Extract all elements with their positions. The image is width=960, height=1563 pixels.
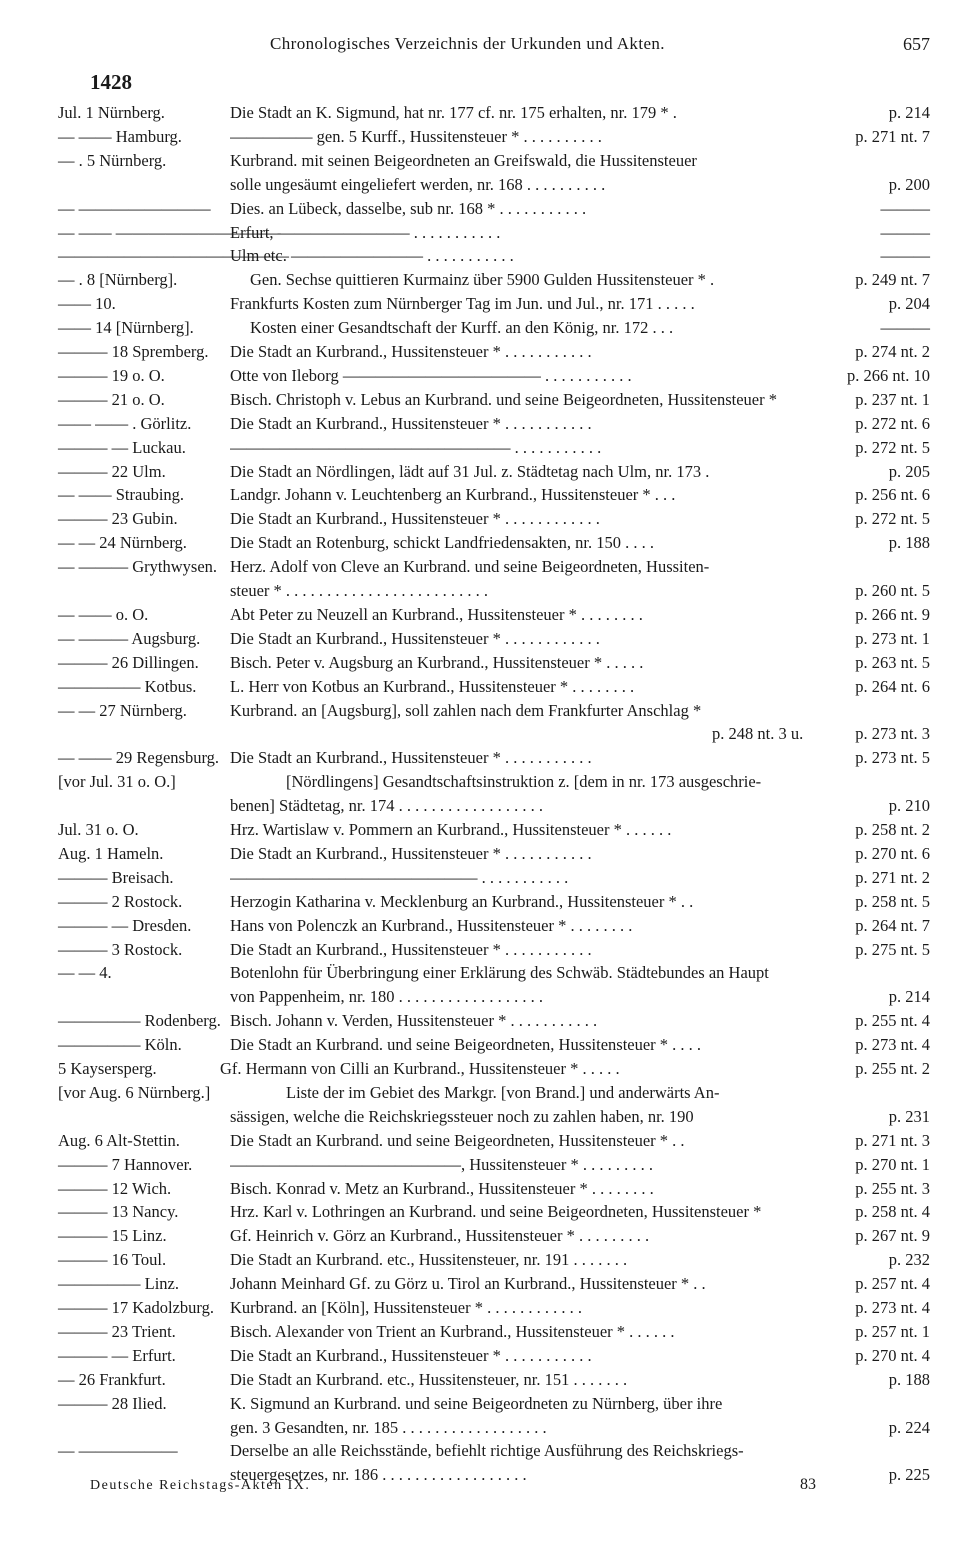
entry-text: steuergesetzes, nr. 186 . . . . . . . . . . . . . . . . . . — [230, 1465, 527, 1485]
entry-page-ref: p. 255 nt. 3 — [855, 1178, 930, 1198]
entry-text: Hrz. Karl v. Lothringen an Kurbrand. und seine Beigeordneten, Hussitensteuer * — [230, 1202, 762, 1222]
entry-text: Die Stadt an Kurbrand., Hussitensteuer * . . . . . . . . . . . . — [230, 628, 600, 648]
entry-line — [0, 555, 960, 578]
entry-date: ——— 23 Gubin. — [58, 509, 178, 529]
entry-text: Die Stadt an Rotenburg, schickt Landfriedensakten, nr. 150 . . . . — [230, 533, 655, 553]
entry-date: — — 4. — [58, 963, 112, 983]
entry-text: gen. 3 Gesandten, nr. 185 . . . . . . . . . . . . . . . . . . — [230, 1417, 547, 1437]
entry-text: K. Sigmund an Kurbrand. und seine Beigeordneten zu Nürnberg, über ihre — [230, 1393, 723, 1413]
entry-date: — . 8 [Nürnberg]. — [58, 270, 178, 290]
entry-line — [0, 436, 960, 459]
entry-date: ————— Rodenberg. — [58, 1011, 221, 1031]
running-title: Chronologisches Verzeichnis der Urkunden und Akten. — [270, 34, 665, 53]
entry-date: ——— 2 Rostock. — [58, 891, 183, 911]
entry-date: ————— Köln. — [58, 1035, 182, 1055]
entry-date: ——— 21 o. O. — [58, 389, 165, 409]
entry-date: —— 14 [Nürnberg]. — [58, 318, 194, 338]
entry-date: Jul. 31 o. O. — [58, 820, 139, 839]
entry-line — [0, 1344, 960, 1367]
entry-page-ref: ——— — [880, 222, 930, 242]
entry-text: p. 248 nt. 3 u. — [712, 724, 804, 744]
entry-page-ref: p. 257 nt. 4 — [855, 1274, 930, 1294]
page-number: 657 — [903, 34, 930, 54]
entry-line — [0, 1081, 960, 1104]
entry-date: — —— 29 Regensburg. — [58, 748, 220, 768]
entry-text: Johann Meinhard Gf. zu Görz u. Tirol an Kurbrand., Hussitensteuer * . . — [230, 1274, 706, 1294]
entry-page-ref: p. 273 nt. 1 — [855, 628, 930, 648]
entry-date: ——— 23 Trient. — [58, 1321, 176, 1341]
entry-line — [0, 699, 960, 722]
entry-date: ——— — Dresden. — [58, 915, 192, 935]
entry-page-ref: p. 264 nt. 6 — [855, 676, 930, 696]
entry-text: Bisch. Christoph v. Lebus an Kurbrand. und seine Beigeordneten, Hussitensteuer * — [230, 389, 777, 409]
entry-line — [0, 1296, 960, 1319]
entry-text: Kurbrand. an [Köln], Hussitensteuer * . . . . . . . . . . . . — [230, 1298, 582, 1317]
entry-line — [0, 340, 960, 363]
entry-text: Die Stadt an Kurbrand. und seine Beigeordneten, Hussitensteuer * . . . . — [230, 1035, 702, 1055]
entry-text: Landgr. Johann v. Leuchtenberg an Kurbrand., Hussitensteuer * . . . — [230, 485, 676, 505]
entry-text: Die Stadt an Kurbrand., Hussitensteuer * . . . . . . . . . . . — [230, 1345, 592, 1365]
entry-page-ref: ——— — [880, 318, 930, 338]
entry-line — [0, 388, 960, 411]
entry-date: —— —— . Görlitz. — [58, 413, 192, 433]
entry-page-ref: p. 255 nt. 4 — [855, 1011, 930, 1031]
entry-text: Die Stadt an Kurbrand., Hussitensteuer * . . . . . . . . . . . — [230, 342, 592, 361]
entry-text: Liste der im Gebiet des Markgr. [von Brand.] und anderwärts An- — [286, 1082, 720, 1102]
entry-page-ref: p. 271 nt. 7 — [855, 126, 930, 146]
page-footer — [0, 1476, 960, 1498]
entry-line — [0, 1153, 960, 1176]
entry-page-ref: p. 257 nt. 1 — [855, 1321, 930, 1341]
entry-line — [0, 579, 960, 602]
entry-page-ref: p. 271 nt. 3 — [855, 1130, 930, 1150]
entry-line — [0, 412, 960, 435]
entry-page-ref: p. 263 nt. 5 — [855, 652, 930, 672]
entry-line — [0, 627, 960, 650]
entry-line — [0, 460, 960, 483]
entry-date: ——— 13 Nancy. — [58, 1202, 179, 1222]
entry-page-ref: p. 205 — [888, 461, 930, 481]
entry-date: — — 24 Nürnberg. — [58, 533, 187, 553]
entry-line — [0, 961, 960, 984]
entry-page-ref: p. 272 nt. 6 — [855, 413, 930, 433]
entry-text: ————————————————— . . . . . . . . . . . — [230, 437, 602, 457]
entry-date: — . 5 Nürnberg. — [58, 150, 167, 170]
entry-date: ——— 19 o. O. — [58, 365, 165, 385]
entry-date: ——— 15 Linz. — [58, 1226, 167, 1246]
entry-date: — ———————— — [58, 198, 211, 218]
entry-line — [0, 197, 960, 220]
entry-page-ref: p. 273 nt. 4 — [855, 1035, 930, 1055]
entry-text: Die Stadt an Kurbrand. etc., Hussitensteuer, nr. 151 . . . . . . . — [230, 1369, 628, 1389]
entry-text: Die Stadt an Kurbrand., Hussitensteuer * . . . . . . . . . . . . — [230, 509, 600, 529]
entry-text: benen] Städtetag, nr. 174 . . . . . . . . . . . . . . . . . . — [230, 796, 544, 816]
entry-date: ————— Linz. — [58, 1274, 179, 1294]
entry-line — [0, 746, 960, 769]
entry-page-ref: p. 267 nt. 9 — [855, 1226, 930, 1246]
entry-line — [0, 268, 960, 291]
entry-date: [vor Aug. 6 Nürnberg.] — [58, 1082, 211, 1102]
entry-line — [0, 364, 960, 387]
entry-line — [0, 794, 960, 817]
entry-date: ——— 16 Toul. — [58, 1250, 167, 1270]
entry-page-ref: p. 258 nt. 2 — [855, 820, 930, 839]
entry-text: Derselbe an alle Reichsstände, befiehlt richtige Ausführung des Reichskriegs- — [230, 1441, 744, 1461]
entry-page-ref: p. 271 nt. 2 — [855, 867, 930, 887]
entry-text: Gen. Sechse quittieren Kurmainz über 5900 Gulden Hussitensteuer * . — [250, 270, 715, 290]
entry-text: ————— gen. 5 Kurff., Hussitensteuer * . . . . . . . . . . — [230, 126, 602, 146]
entry-line — [0, 1416, 960, 1439]
entry-line — [0, 818, 960, 841]
entry-page-ref: p. 266 nt. 9 — [855, 604, 930, 624]
entry-date: — ——— Grythwysen. — [58, 557, 218, 577]
entry-date: ——— — Luckau. — [58, 437, 186, 457]
entry-line — [0, 1009, 960, 1032]
entry-page-ref: p. 200 — [888, 174, 930, 194]
entry-page-ref: ——— — [880, 246, 930, 266]
entry-date: — —— —————————— — [58, 222, 281, 242]
entry-text: sässigen, welche die Reichskriegssteuer noch zu zahlen haben, nr. 190 — [230, 1106, 694, 1126]
entry-text: Abt Peter zu Neuzell an Kurbrand., Hussitensteuer * . . . . . . . . — [230, 604, 643, 624]
entry-date: — ——— Augsburg. — [58, 628, 201, 648]
entry-text: Ulm etc. ———————— . . . . . . . . . . . — [230, 246, 514, 266]
footer-sheet-number: 83 — [800, 1476, 816, 1493]
entry-date: 5 Kaysersperg. — [58, 1059, 157, 1078]
entry-text: ——————————————— . . . . . . . . . . . — [230, 867, 569, 887]
entry-date: ——— 17 Kadolzburg. — [58, 1298, 214, 1317]
entry-text: Frankfurts Kosten zum Nürnberger Tag im Jun. und Jul., nr. 171 . . . . . — [230, 294, 695, 314]
entry-line — [0, 842, 960, 865]
year-heading: 1428 — [90, 70, 132, 94]
entry-date: ——— — Erfurt. — [58, 1345, 176, 1365]
entry-line — [0, 1439, 960, 1462]
entry-page-ref: p. 273 nt. 4 — [855, 1298, 930, 1317]
entry-page-ref: p. 258 nt. 5 — [855, 891, 930, 911]
entry-line — [0, 651, 960, 674]
entry-line — [0, 101, 960, 124]
entry-line — [0, 914, 960, 937]
entry-page-ref: p. 204 — [888, 294, 930, 314]
entry-date: —————————————— — [58, 246, 289, 266]
entry-line — [0, 507, 960, 530]
entry-text: Die Stadt an K. Sigmund, hat nr. 177 cf. nr. 175 erhalten, nr. 179 * . — [230, 103, 677, 122]
entry-page-ref: p. 256 nt. 6 — [855, 485, 930, 505]
entry-date: — —— Straubing. — [58, 485, 185, 505]
entry-line — [0, 770, 960, 793]
entry-page-ref: p. 270 nt. 4 — [855, 1345, 930, 1365]
entry-line — [0, 149, 960, 172]
entry-text: Die Stadt an Kurbrand., Hussitensteuer * . . . . . . . . . . . — [230, 413, 592, 433]
entry-page-ref: p. 272 nt. 5 — [855, 437, 930, 457]
entry-page-ref: p. 273 nt. 5 — [855, 748, 930, 768]
entry-text: Hans von Polenczk an Kurbrand., Hussitensteuer * . . . . . . . . — [230, 915, 633, 935]
entry-text: Bisch. Konrad v. Metz an Kurbrand., Hussitensteuer * . . . . . . . . — [230, 1178, 654, 1198]
entry-date: [vor Jul. 31 o. O.] — [58, 772, 176, 792]
entry-date: Aug. 6 Alt-Stettin. — [58, 1130, 180, 1150]
entry-text: von Pappenheim, nr. 180 . . . . . . . . . . . . . . . . . . — [230, 987, 544, 1007]
footer-title: Deutsche Reichstags-Akten IX. — [90, 1478, 311, 1493]
entry-line — [0, 603, 960, 626]
entry-line — [0, 1177, 960, 1200]
entry-text: Bisch. Peter v. Augsburg an Kurbrand., Hussitensteuer * . . . . . — [230, 652, 644, 672]
entry-text: Dies. an Lübeck, dasselbe, sub nr. 168 * . . . . . . . . . . . — [230, 198, 587, 218]
entry-text: Herzogin Katharina v. Mecklenburg an Kurbrand., Hussitensteuer * . . — [230, 891, 694, 911]
entry-date: ——— 22 Ulm. — [58, 461, 166, 481]
entry-text: Hrz. Wartislaw v. Pommern an Kurbrand., Hussitensteuer * . . . . . . — [230, 820, 672, 839]
entry-text: Die Stadt an Kurbrand. und seine Beigeordneten, Hussitensteuer * . . — [230, 1130, 685, 1150]
entry-line — [0, 1105, 960, 1128]
entry-date: — —— Hamburg. — [58, 126, 182, 146]
entry-line — [0, 483, 960, 506]
entry-line — [0, 292, 960, 315]
entry-date: ——— 28 Ilied. — [58, 1393, 167, 1413]
entry-page-ref: p. 214 — [888, 103, 930, 122]
entry-line — [0, 531, 960, 554]
entry-page-ref: p. 210 — [888, 796, 930, 816]
entry-date: — 26 Frankfurt. — [58, 1369, 166, 1389]
entry-line — [0, 1392, 960, 1415]
entry-text: solle ungesäumt eingeliefert werden, nr. 168 . . . . . . . . . . — [230, 174, 606, 194]
entry-line — [0, 125, 960, 148]
entry-page-ref: p. 224 — [888, 1417, 930, 1437]
entry-page-ref: p. 270 nt. 1 — [855, 1154, 930, 1174]
entry-date: — —— o. O. — [58, 604, 149, 624]
entry-page-ref: p. 273 nt. 3 — [855, 724, 930, 744]
entry-line — [0, 1368, 960, 1391]
entry-line — [0, 244, 960, 267]
entry-text: Bisch. Johann v. Verden, Hussitensteuer * . . . . . . . . . . . — [230, 1011, 598, 1031]
entry-text: Die Stadt an Nördlingen, lädt auf 31 Jul. z. Städtetag nach Ulm, nr. 173 . — [230, 461, 710, 481]
entry-page-ref: p. 270 nt. 6 — [855, 843, 930, 863]
entry-text: L. Herr von Kotbus an Kurbrand., Hussitensteuer * . . . . . . . . — [230, 676, 635, 696]
entry-page-ref: ——— — [880, 198, 930, 218]
entry-line — [0, 1200, 960, 1223]
entry-text: Herz. Adolf von Cleve an Kurbrand. und seine Beigeordneten, Hussiten- — [230, 557, 710, 577]
entry-page-ref: p. 231 — [888, 1106, 930, 1126]
entry-line — [0, 1057, 960, 1080]
entry-line — [0, 1224, 960, 1247]
entry-line — [0, 221, 960, 244]
entry-page-ref: p. 272 nt. 5 — [855, 509, 930, 529]
entry-page-ref: p. 188 — [888, 1369, 930, 1389]
entry-date: — — 27 Nürnberg. — [58, 700, 187, 720]
entry-page-ref: p. 237 nt. 1 — [855, 389, 930, 409]
entry-text: Kurbrand. an [Augsburg], soll zahlen nach dem Frankfurter Anschlag * — [230, 700, 702, 720]
entry-text: Kosten einer Gesandtschaft der Kurff. an den König, nr. 172 . . . — [250, 318, 674, 338]
entry-line — [0, 1320, 960, 1343]
entry-line — [0, 985, 960, 1008]
entry-text: Kurbrand. mit seinen Beigeordneten an Greifswald, die Hussitensteuer — [230, 150, 697, 170]
entry-text: ——————————————, Hussitensteuer * . . . . . . . . . — [230, 1154, 654, 1174]
entry-text: Gf. Hermann von Cilli an Kurbrand., Hussitensteuer * . . . . . — [220, 1059, 620, 1078]
entry-date: ——— 26 Dillingen. — [58, 652, 199, 672]
entry-line — [0, 316, 960, 339]
entry-page-ref: p. 266 nt. 10 — [847, 365, 930, 385]
entry-line — [0, 1129, 960, 1152]
entry-date: ——— 3 Rostock. — [58, 939, 183, 959]
entry-text: Die Stadt an Kurbrand., Hussitensteuer * . . . . . . . . . . . — [230, 843, 592, 863]
entry-page-ref: p. 264 nt. 7 — [855, 915, 930, 935]
entry-date: ——— 12 Wich. — [58, 1178, 172, 1198]
entry-page-ref: p. 249 nt. 7 — [855, 270, 930, 290]
entry-line — [0, 938, 960, 961]
entry-line — [0, 866, 960, 889]
entry-text: Botenlohn für Überbringung einer Erklärung des Schwäb. Städtebundes an Haupt — [230, 963, 769, 983]
entry-date: ——— 18 Spremberg. — [58, 342, 209, 361]
entry-page-ref: p. 255 nt. 2 — [855, 1059, 930, 1078]
entry-date: — —————— — [58, 1441, 178, 1461]
entry-line — [0, 1272, 960, 1295]
entry-page-ref: p. 188 — [888, 533, 930, 553]
entry-line — [0, 173, 960, 196]
entry-page-ref: p. 260 nt. 5 — [855, 581, 930, 600]
entry-page-ref: p. 275 nt. 5 — [855, 939, 930, 959]
entry-text: Die Stadt an Kurbrand., Hussitensteuer * . . . . . . . . . . . — [230, 748, 592, 768]
entry-text: Erfurt, ———————— . . . . . . . . . . . — [230, 222, 501, 242]
entry-line — [0, 1033, 960, 1056]
entry-line — [0, 1248, 960, 1271]
entry-text: Bisch. Alexander von Trient an Kurbrand., Hussitensteuer * . . . . . . — [230, 1321, 675, 1341]
entry-date: Aug. 1 Hameln. — [58, 843, 164, 863]
entry-text: Gf. Heinrich v. Görz an Kurbrand., Hussitensteuer * . . . . . . . . . — [230, 1226, 650, 1246]
entry-date: —— 10. — [58, 294, 116, 314]
entry-page-ref: p. 214 — [888, 987, 930, 1007]
entry-line — [0, 890, 960, 913]
entry-page-ref: p. 274 nt. 2 — [855, 342, 930, 361]
entry-line — [0, 675, 960, 698]
entry-date: ——— Breisach. — [58, 867, 174, 887]
entry-text: Otte von Ileborg ———————————— . . . . . . . . . . . — [230, 365, 632, 385]
entry-text: Die Stadt an Kurbrand. etc., Hussitensteuer, nr. 191 . . . . . . . — [230, 1250, 628, 1270]
entry-line — [0, 722, 960, 745]
entry-date: Jul. 1 Nürnberg. — [58, 103, 165, 122]
entry-date: ————— Kotbus. — [58, 676, 197, 696]
entry-text: [Nördlingens] Gesandtschaftsinstruktion z. [dem in nr. 173 ausgeschrie- — [286, 772, 762, 792]
entry-date: ——— 7 Hannover. — [58, 1154, 193, 1174]
entry-page-ref: p. 225 — [888, 1465, 930, 1485]
entry-text: Die Stadt an Kurbrand., Hussitensteuer * . . . . . . . . . . . — [230, 939, 592, 959]
entry-page-ref: p. 258 nt. 4 — [855, 1202, 930, 1222]
entry-page-ref: p. 232 — [888, 1250, 930, 1270]
entry-text: steuer * . . . . . . . . . . . . . . . . . . . . . . . . . — [230, 581, 489, 600]
